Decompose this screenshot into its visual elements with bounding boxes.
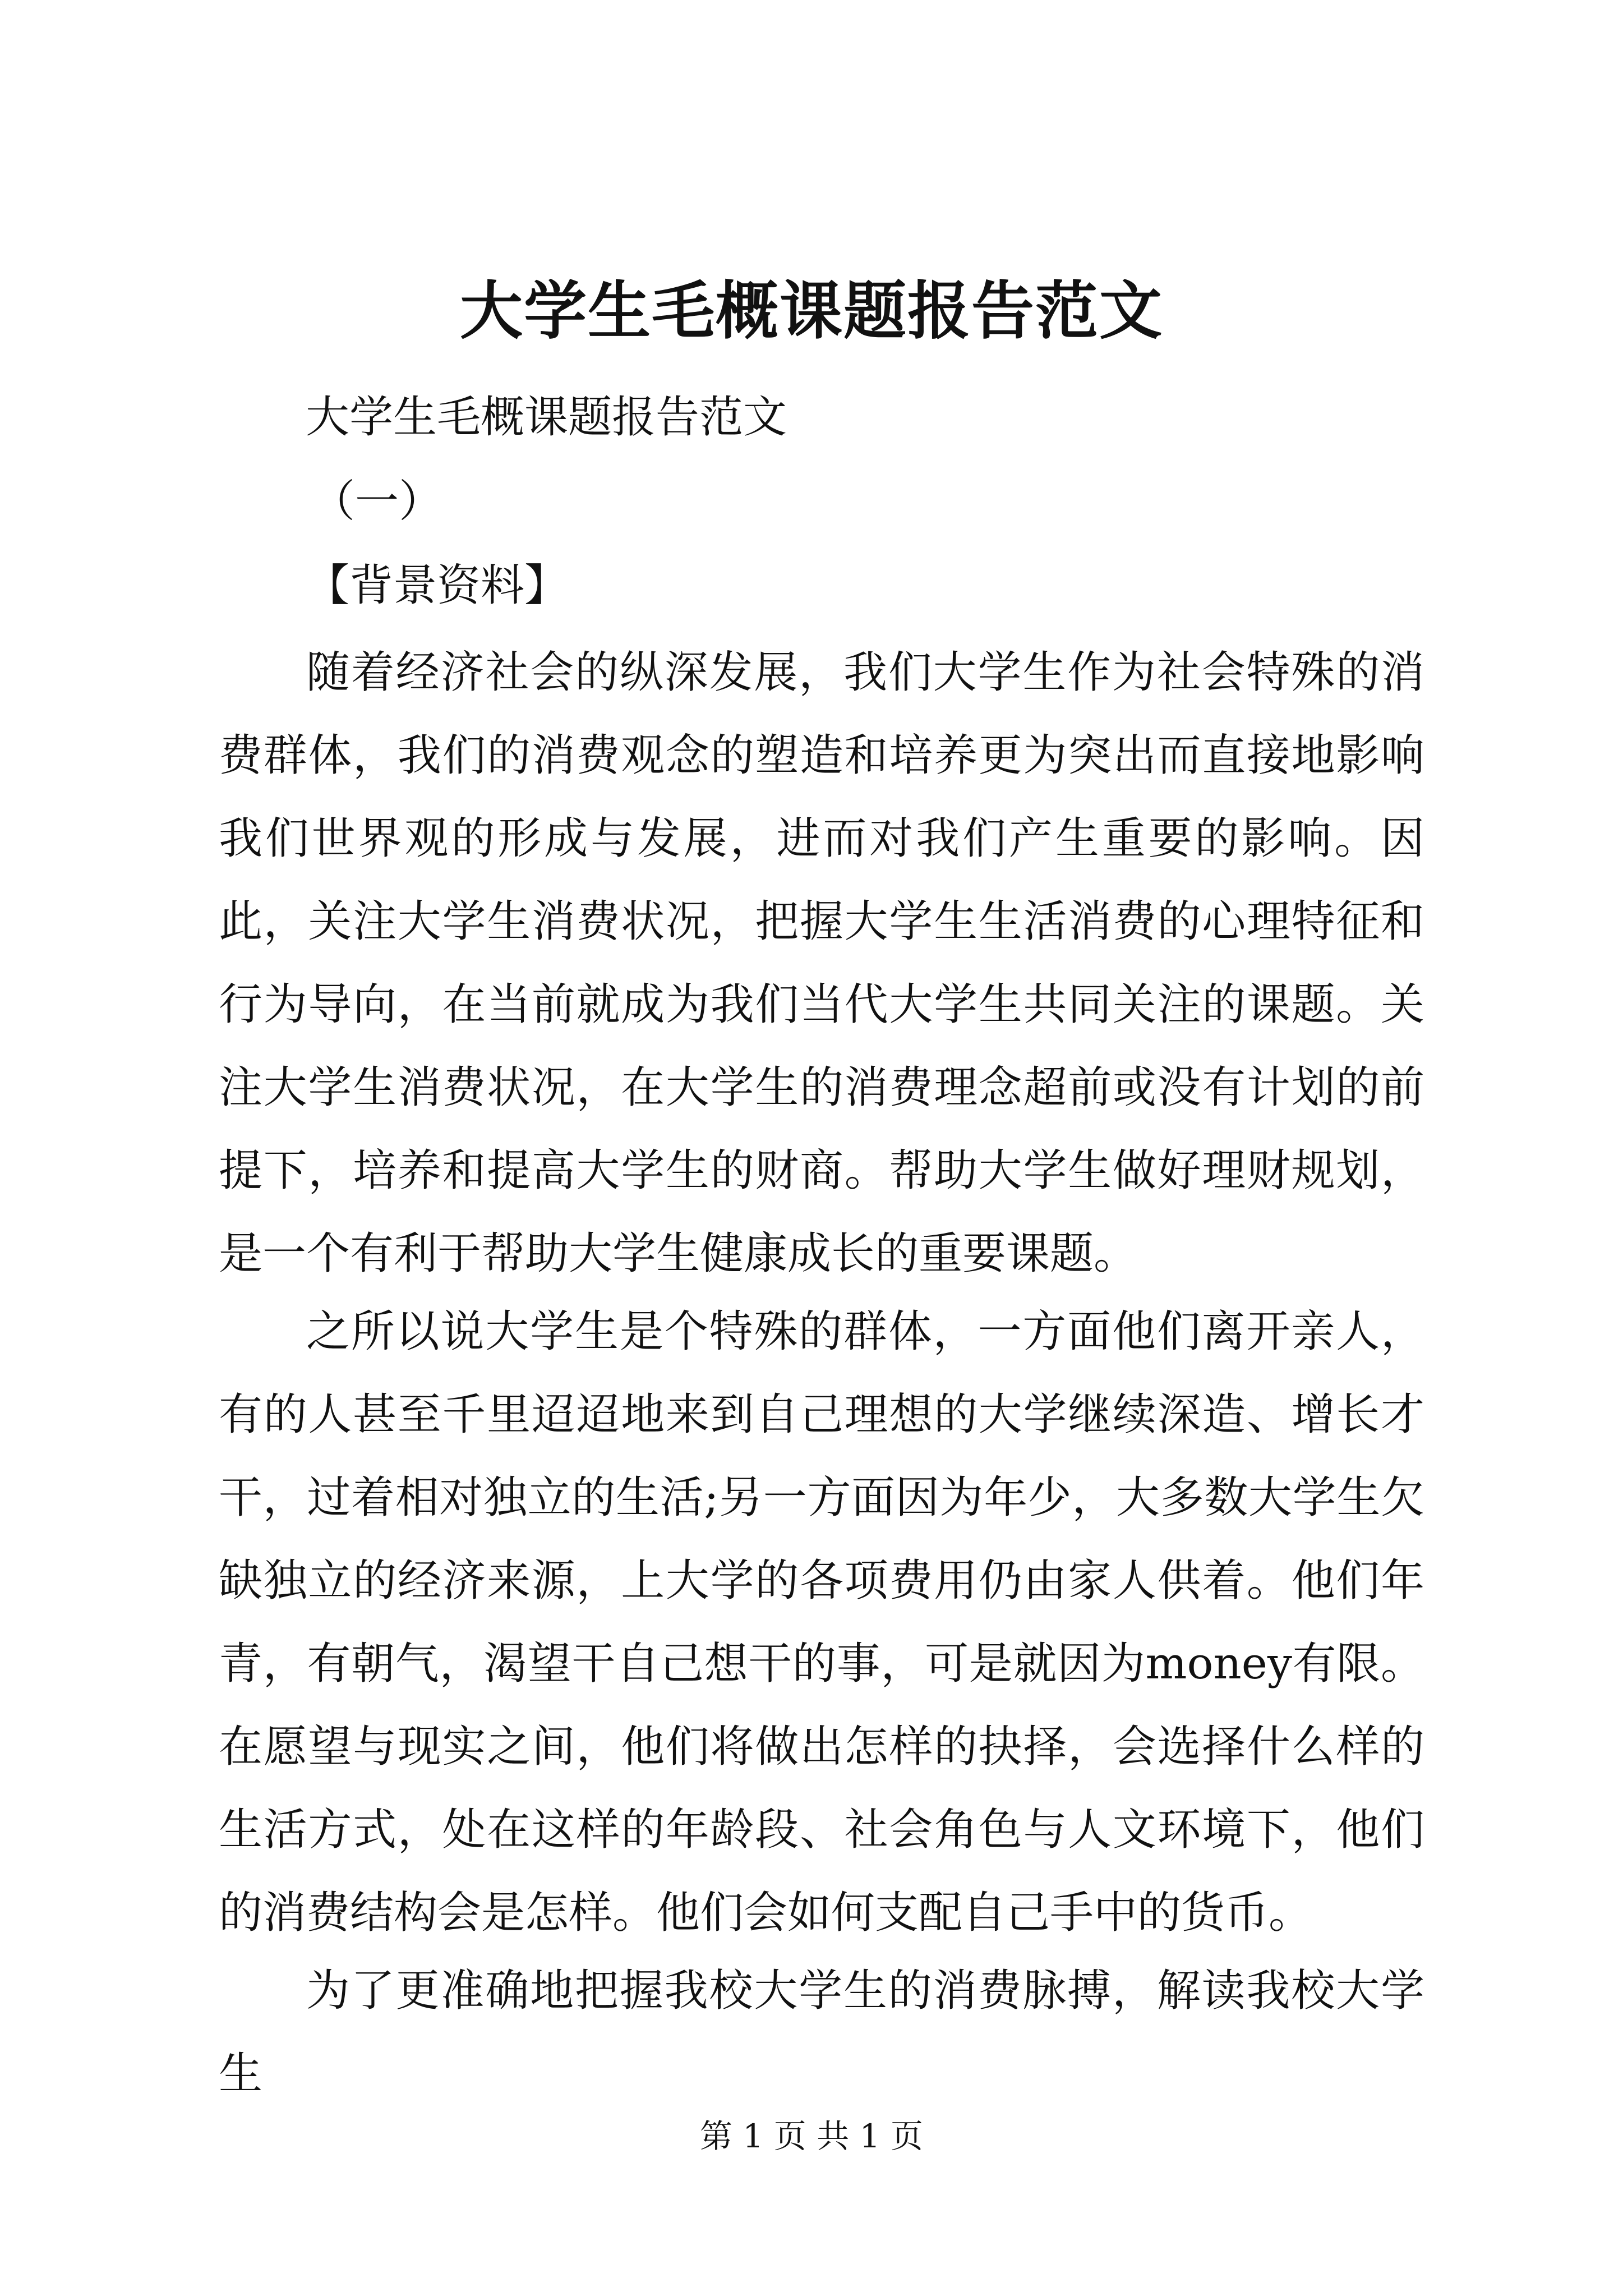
document-title: 大学生毛概课题报告范文: [460, 274, 1163, 348]
paragraph: 为了更准确地把握我校大学生的消费脉搏，解读我校大学生: [219, 1966, 1424, 2099]
section-number: （一）: [311, 476, 443, 527]
page-footer: 第 1 页 共 1 页: [700, 2117, 923, 2155]
paragraph: 之所以说大学生是个特殊的群体，一方面他们离开亲人，有的人甚至千里迢迢地来到自己理想的大学继续深造、增长才干，过着相对独立的生活;另一方面因为年少，大多数大学生欠缺独立的经济来源，上大学的各项费用仍由家人供着。他们年青，有朝气，渴望干自己想干的事，可是就因为money有限。在愿望与现实之间，他们将做出怎样的抉择，会选择什么样的生活方式，处在这样的年龄段、社会角色与人文环境下，他们的消费结构会是怎样。他们会如何支配自己手中的货币。: [219, 1306, 1424, 1938]
paragraph: 随着经济社会的纵深发展，我们大学生作为社会特殊的消费群体，我们的消费观念的塑造和培养更为突出而直接地影响我们世界观的形成与发展，进而对我们产生重要的影响。因此，关注大学生消费状况，把握大学生生活消费的心理特征和行为导向，在当前就成为我们当代大学生共同关注的课题。关注大学生消费状况，在大学生的消费理念超前或没有计划的前提下，培养和提高大学生的财商。帮助大学生做好理财规划，是一个有利于帮助大学生健康成长的重要课题。: [219, 647, 1424, 1279]
section-heading: 【背景资料】: [306, 560, 569, 611]
document-subtitle: 大学生毛概课题报告范文: [306, 392, 787, 443]
